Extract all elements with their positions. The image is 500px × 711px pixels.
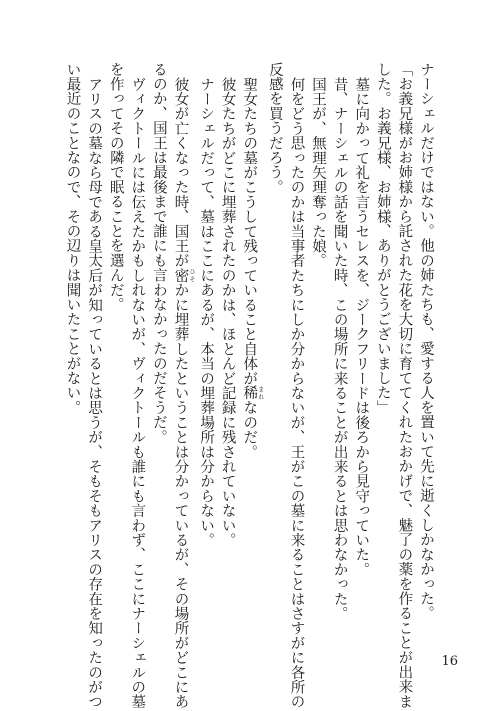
text-line: 昔、ナーシェルの話を聞いた時、この場所に来ることが出来るとは思わなかった。 bbox=[331, 76, 348, 621]
page-number: 16 bbox=[441, 654, 458, 669]
text-line: を作ってその隣で眠ることを選んだ。 bbox=[107, 62, 124, 312]
text-line: アリスの墓なら母である皇太后が知っているとは思うが、そもそもアリスの存在を知ったのがつ bbox=[86, 76, 103, 709]
text-line: ナーシェルだって、墓はここにあるが、本当の埋葬場所は分からない。 bbox=[198, 76, 215, 547]
text-line: ヴィクトールには伝えたかもしれないが、ヴィクトールも誰にも言わず、ここにナーシェルの墓 bbox=[129, 76, 146, 709]
furigana: 密 ひそ bbox=[172, 267, 195, 283]
text-line: ナーシェルだけではない。他の姉たちも、愛する人を置いて先に逝くしかなかった。 bbox=[418, 62, 434, 621]
text-line: 「お義兄様がお姉様から託された花を大切に育ててくれたおかげで、魅了の薬を作ることが出来ま bbox=[396, 62, 413, 709]
body-text bbox=[61, 62, 436, 709]
text-line: 国王が、無理矢理奪った娘。 bbox=[310, 76, 327, 268]
text-line: るのか、国王は最後まで誰にも言わなかったのだそうだ。 bbox=[150, 62, 167, 445]
text-line: 彼女が亡くなった時、国王が密 ひそかに埋葬したということは分かっているが、その場所がどこにあ bbox=[172, 76, 195, 709]
text-line: 反感を買うだろう。 bbox=[266, 62, 283, 195]
text-line: 聖女たちの墓がこうして残っていること自体が稀 まれなのだ。 bbox=[241, 76, 264, 459]
text-line: した。お義兄様、お姉様、ありがとうございました」 bbox=[374, 62, 391, 415]
text-line: 墓に向かって礼を言うセレスを、ジークフリードは後ろから見守っていた。 bbox=[353, 76, 370, 577]
text-line: 彼女たちがどこに埋葬されたのかは、ほとんど記録に残されていない。 bbox=[219, 76, 236, 547]
text-line: い最近のことなので、その辺りは聞いたことがない。 bbox=[64, 62, 81, 415]
furigana: 稀 まれ bbox=[241, 385, 264, 400]
text-line: 何をどう思ったのかは当事者たちにしか分からないが、王がこの墓に来ることはさすがに各所の bbox=[288, 76, 305, 709]
